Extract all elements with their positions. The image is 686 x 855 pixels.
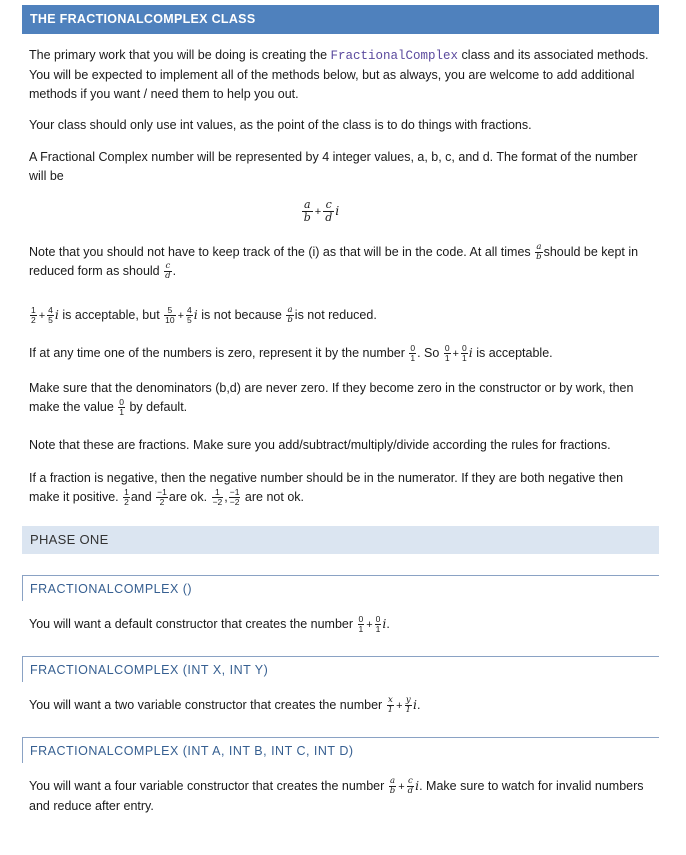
text: class and its associated methods. You will be expected to implement all of the methods below, but as always, you are welcome to add additional methods if you want / need them to help you out. <box>29 48 649 101</box>
fraction-0-over-1: $\frac{0}{1}$ <box>444 343 450 364</box>
fraction-0-over-1: $\frac{0}{1}$ <box>410 343 416 364</box>
fraction-c-over-d: $\frac{c}{d}$ <box>407 776 414 797</box>
intro-paragraph-9: If a fraction is negative, then the negative number should be in the numerator. If they are both negative then make it positive. $\frac{1}{2}$ and $\frac{-1}{2}$ are ok. $\frac{1}{-2}$ , $\frac{-1}{-2}$ are not ok. <box>29 471 624 508</box>
fraction-a-over-b: $\frac{a}{b}$ <box>389 776 396 797</box>
intro-paragraph-8: Note that these are fractions. Make sure you add/subtract/multiply/divide according the rules for fractions. <box>29 438 611 452</box>
fraction-1-over-neg2: $\frac{1}{-2}$ <box>212 487 223 508</box>
intro-paragraph-6: If at any time one of the numbers is zero, represent it by the number $\frac{0}{1}$ . So $\frac{0}{1}$ + $\frac{0}{1}$ i is acceptable. <box>29 343 553 364</box>
fraction-a-over-b: $\frac{a}{b}$ <box>303 198 311 224</box>
intro-paragraph-4: Note that you should not have to keep track of the (i) as that will be in the code. At all times $\frac{a}{b}$ should be kept in reduced form as should $\frac{c}{d}$ . <box>29 242 639 282</box>
text: The primary work that you will be doing is creating the <box>29 48 331 62</box>
plus-sign: + <box>314 205 322 218</box>
constructor-four-args-heading: FRACTIONALCOMPLEX (INT A, INT B, INT C, INT D) <box>22 737 659 763</box>
fraction-neg1-over-2: $\frac{-1}{2}$ <box>157 487 167 508</box>
fraction-a-over-b: $\frac{a}{b}$ <box>536 242 542 263</box>
phase-one-label: PHASE ONE <box>30 532 109 547</box>
intro-paragraph-5: $\frac{1}{2}$ + $\frac{4}{5}$ i is acceptable, but $\frac{5}{10}$ + $\frac{4}{5}$ i is not because $\frac{a}{b}$ is not reduced. <box>31 305 377 326</box>
constructor-default-text: You will want a default constructor that creates the number $\frac{0}{1}$ + $\frac{0}{1}$ i. <box>29 614 390 635</box>
format-formula <box>0 199 640 224</box>
phase-one-heading <box>22 526 659 554</box>
fraction-neg1-over-neg2: $\frac{-1}{-2}$ <box>229 487 240 508</box>
section-title: THE FRACTIONALCOMPLEX CLASS <box>30 12 256 26</box>
fraction-y-over-1: $\frac{y}{1}$ <box>405 695 411 716</box>
fraction-4-over-5: $\frac{4}{5}$ <box>187 305 192 326</box>
class-name-code: FractionalComplex <box>330 49 459 63</box>
fraction-a-over-b: $\frac{a}{b}$ <box>287 305 293 326</box>
fraction-x-over-1: $\frac{x}{1}$ <box>387 695 394 716</box>
fraction-1-over-2: $\frac{1}{2}$ <box>124 487 129 508</box>
fraction-0-over-1: $\frac{0}{1}$ <box>461 343 467 364</box>
constructor-two-args-text: You will want a two variable constructor that creates the number $\frac{x}{1}$ + $\frac{y}{1}$ i. <box>29 695 421 716</box>
intro-paragraph-7: Make sure that the denominators (b,d) are never zero. If they become zero in the constructor or by work, then make the value $\frac{0}{1}$ by default. <box>29 381 634 418</box>
constructor-four-args-text: You will want a four variable constructor that creates the number $\frac{a}{b}$ + $\frac{c}{d}$ i. Make sure to watch for invalid numbers and reduce after entry. <box>29 776 644 813</box>
constructor-default-heading: FRACTIONALCOMPLEX () <box>22 575 659 601</box>
intro-paragraph-2: Your class should only use int values, as the point of the class is to do things with fractions. <box>29 118 532 132</box>
fraction-0-over-1: $\frac{0}{1}$ <box>358 614 364 635</box>
fraction-c-over-d: $\frac{c}{d}$ <box>165 261 171 282</box>
section-title-banner <box>22 5 659 34</box>
fraction-0-over-1: $\frac{0}{1}$ <box>119 397 124 418</box>
intro-paragraph-1 <box>29 46 651 104</box>
fraction-c-over-d: $\frac{c}{d}$ <box>325 198 333 224</box>
fraction-0-over-1: $\frac{0}{1}$ <box>375 614 381 635</box>
fraction-5-over-10: $\frac{5}{10}$ <box>165 305 175 326</box>
constructor-two-args-heading: FRACTIONALCOMPLEX (INT X, INT Y) <box>22 656 659 682</box>
fraction-4-over-5: $\frac{4}{5}$ <box>48 305 53 326</box>
fraction-1-over-2: $\frac{1}{2}$ <box>31 305 36 326</box>
imaginary-unit: i <box>335 202 340 218</box>
intro-paragraph-3: A Fractional Complex number will be represented by 4 integer values, a, b, c, and d. The format of the number will be <box>29 150 638 183</box>
